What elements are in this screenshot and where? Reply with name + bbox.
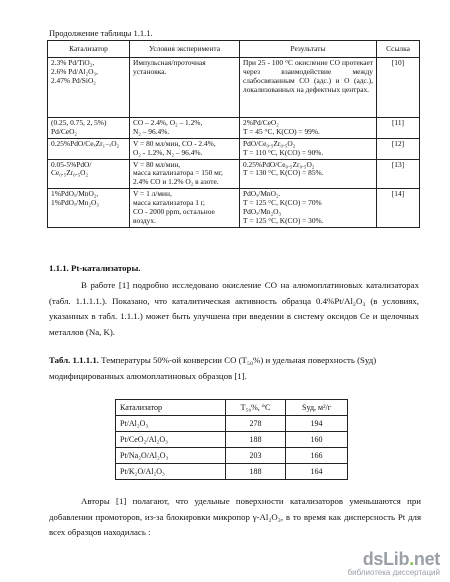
cell-surface-area: 160 [286, 432, 348, 448]
table-row [48, 58, 420, 118]
section-title: 1.1.1. Pt-катализаторы. [49, 263, 141, 273]
cell-catalyst: Pt/Na₂O/Al₂O₃ [116, 448, 226, 464]
table-header-row [48, 41, 420, 58]
header-catalyst: Катализатор [48, 41, 130, 58]
header-reference: Ссылка [377, 41, 420, 58]
cell-reference: [14] [377, 189, 420, 228]
table-row [116, 432, 348, 448]
watermark-logo: dsLib.net [362, 549, 440, 569]
cell-reference: [10] [377, 58, 420, 118]
cell-results: PdO/Ce₀.₅Zr₀.₅O₂ T = 110 °C, K(CO) = 90%. [240, 138, 377, 159]
cell-results: При 25 - 100 °C окисление CO протекает через взаимодействие между слабосвязанным CO (адс.) и O (адс.), локализованных на дефектных центрах. [240, 58, 377, 118]
cell-reference: [13] [377, 159, 420, 189]
cell-reference: [12] [377, 138, 420, 159]
cell-t50: 188 [226, 432, 286, 448]
cell-catalyst: Pt/K₂O/Al₂O₃ [116, 464, 226, 480]
header-conditions: Условия эксперимента [130, 41, 240, 58]
paragraph-conclusion: Авторы [1] полагают, что удельные поверхности катализаторов уменьшаются при добавлении промоторов, из-за блокировки микропор γ-Al₂O₃, в то время как дисперсность Pt для всех образцов находилась : [49, 496, 421, 538]
cell-conditions: V = 80 мл/мин, CO - 2.4%, O₂ - 1.2%, N₂ – 96.4%. [130, 138, 240, 159]
cell-reference: [11] [377, 118, 420, 139]
cell-conditions: Импульсная/проточная установка. [130, 58, 240, 118]
table-row [48, 189, 420, 228]
cell-conditions: V = 1 л/мин, масса катализатора 1 г, CO - 2000 ppm, остальное воздух. [130, 189, 240, 228]
cell-surface-area: 194 [286, 416, 348, 432]
cell-catalyst: Pt/CeO₂/Al₂O₃ [116, 432, 226, 448]
cell-catalyst: 0.05-5%PdO/ Ce₀.₅Zr₀.₅O₂ [48, 159, 130, 189]
cell-catalyst: 2.3% Pd/TiO₂, 2.6% Pd/Al₂O₃, 2.47% Pd/SiO₂ [48, 58, 130, 118]
cell-t50: 278 [226, 416, 286, 432]
cell-catalyst: 1%PdOₓ/MnO₂, 1%PdOₓ/Mn₂O₃ [48, 189, 130, 228]
cell-results: 2%Pd/CeO₂ T = 45 °C, K(CO) = 99%. [240, 118, 377, 139]
table-row [116, 448, 348, 464]
cell-t50: 188 [226, 464, 286, 480]
cell-conditions: CO – 2.4%, O₂ – 1.2%, N₂ – 96.4%. [130, 118, 240, 139]
header-results: Результаты [240, 41, 377, 58]
table-row [48, 118, 420, 139]
cell-surface-area: 164 [286, 464, 348, 480]
header-catalyst: Катализатор [116, 400, 226, 416]
cell-catalyst: 0.25%PdO/CeₓZr₁₋ₓO₂ [48, 138, 130, 159]
cell-catalyst: Pt/Al₂O₃ [116, 416, 226, 432]
paragraph-intro: В работе [1] подробно исследовано окисление CO на алюмоплатиновых катализаторах (табл. 1.1.1.1.). Показано, что каталитическая активность образца 0.4%Pt/Al₂O₃ (в условиях, указанных в табл. 1.1.1.) может быть улучшена при введении в систему оксидов Ce и щелочных металлов (Na, K). [49, 280, 419, 337]
table2-label: Табл. 1.1.1.1. [49, 355, 99, 365]
watermark [348, 549, 440, 577]
cell-results: PdOₓ/MnO₂. T = 125 °C, K(CO) = 70% PdOₓ/Mn₂O₃ T = 125 °C, K(CO) = 30%. [240, 189, 377, 228]
table2-caption [49, 353, 421, 384]
header-surface-area: Sуд, м²/г [286, 400, 348, 416]
cell-surface-area: 166 [286, 448, 348, 464]
watermark-subtitle: библиотека диссертаций [347, 568, 440, 577]
conversion-table [115, 399, 348, 480]
cell-results: 0.25%PdO/Ce₀.₅Zr₀.₅O₂ T = 130 °C, K(CO) = 85%. [240, 159, 377, 189]
header-t50: T₅₀%, °C [226, 400, 286, 416]
cell-catalyst: (0.25, 0.75, 2, 5%) Pd/CeO₂ [48, 118, 130, 139]
table-row [48, 159, 420, 189]
table-header-row [116, 400, 348, 416]
cell-conditions: V = 80 мл/мин, масса катализатора = 150 мг, 2.4% CO и 1.2% O₂ в азоте. [130, 159, 240, 189]
table2-caption-text: Температуры 50%-ой конверсии CO (T₅₀%) и удельная поверхность (Sуд) модифицированных алюмоплатиновых образцов [1]. [49, 355, 377, 381]
table-caption: Продолжение таблицы 1.1.1. [49, 28, 153, 38]
cell-t50: 203 [226, 448, 286, 464]
catalyst-table [47, 40, 420, 228]
table-row [116, 416, 348, 432]
table-row [116, 464, 348, 480]
table-row [48, 138, 420, 159]
